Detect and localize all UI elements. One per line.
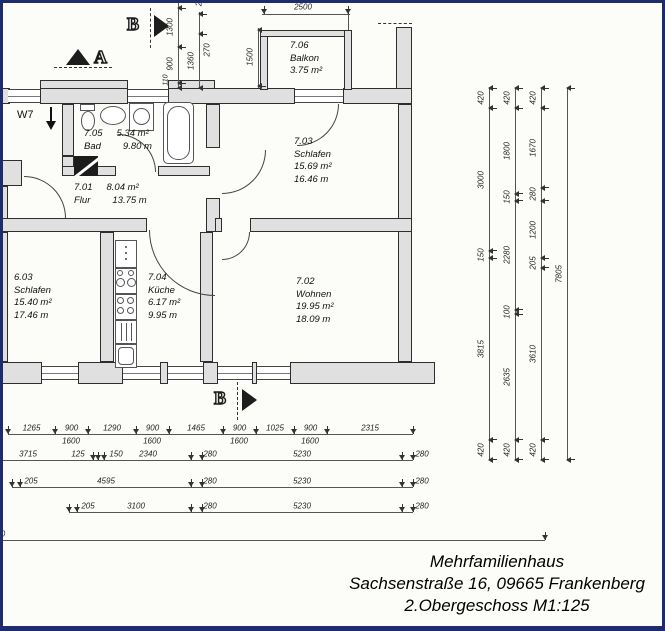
dim-dlb rot: 1800 bbox=[502, 142, 512, 160]
room-label-schlafen-703: 7.03 Schlafen 15.69 m² 16.46 m bbox=[294, 136, 332, 185]
sink-icon bbox=[100, 106, 126, 125]
section-b-bottom-line bbox=[237, 382, 238, 420]
dim-arr-d bbox=[345, 9, 351, 14]
dim-arr-d bbox=[220, 429, 226, 434]
dim-arr-l bbox=[488, 85, 493, 91]
dim-dlb rot: 100 bbox=[502, 305, 512, 319]
room-label-schlafen-603: 6.03 Schlafen 15.40 m² 17.46 m bbox=[14, 272, 52, 321]
dim-line bbox=[199, 12, 200, 88]
dim-dlb: 900 bbox=[145, 423, 160, 433]
dim-dlb: 1600 bbox=[301, 436, 319, 446]
dim-arr-d bbox=[17, 482, 23, 487]
dim-arr-d bbox=[9, 482, 15, 487]
dim-arr-l bbox=[177, 5, 182, 11]
wall-top-2 bbox=[40, 88, 128, 104]
dim-dlb rot: 1300 bbox=[165, 18, 175, 36]
section-b-top-label: B bbox=[127, 14, 140, 34]
dim-arr-d bbox=[188, 482, 194, 487]
dim-arr-d bbox=[0, 455, 3, 460]
dim-dl bbox=[12, 487, 413, 488]
dim-arr-d bbox=[188, 455, 194, 460]
dim-dlb: 0 bbox=[0, 529, 6, 539]
cabinet-line bbox=[126, 323, 127, 341]
dim-arr-d bbox=[399, 482, 405, 487]
stair-arrow-icon bbox=[46, 121, 56, 130]
wall-bad-flur-right bbox=[158, 166, 210, 176]
balcony-wall-top bbox=[260, 30, 352, 37]
window-bottom-1 bbox=[42, 366, 78, 380]
toilet-tank-icon bbox=[80, 104, 95, 111]
wall-flur-703-upper bbox=[206, 104, 220, 148]
dim-dlb: 280 bbox=[203, 476, 217, 486]
dim-dlb rot: 205 bbox=[528, 256, 538, 270]
dim-dl bbox=[489, 88, 490, 460]
dim-arr-d bbox=[85, 429, 91, 434]
dim-dlb: 205 bbox=[81, 501, 95, 511]
section-b-bottom-label: B bbox=[214, 388, 227, 408]
wall-right bbox=[398, 104, 412, 362]
dim-dlb rot: 280 bbox=[528, 187, 538, 201]
sink-tap-icon bbox=[117, 270, 123, 276]
title-line-1: Mehrfamilienhaus bbox=[429, 552, 565, 571]
dim-dlb rot: 3815 bbox=[476, 340, 486, 358]
dim-arr-l bbox=[488, 457, 493, 463]
dim-dlb: 205 bbox=[24, 476, 38, 486]
dim-dlb: 2500 bbox=[294, 2, 312, 12]
wall-divider-right bbox=[250, 218, 412, 232]
dim-dlb: 1600 bbox=[62, 436, 80, 446]
dim-arr-l bbox=[566, 457, 571, 463]
dim-dlb: 900 bbox=[303, 423, 318, 433]
dim-arr-d bbox=[52, 429, 58, 434]
dim-arr-d bbox=[410, 429, 416, 434]
dim-dlb: 280 bbox=[415, 476, 429, 486]
dim-dlb: 280 bbox=[415, 449, 429, 459]
window-top-1 bbox=[8, 89, 40, 103]
wall-bottom-pier-6 bbox=[290, 362, 435, 384]
dim-arr-l bbox=[488, 255, 493, 261]
dim-arr-l bbox=[198, 11, 203, 17]
dim-dlb: 1025 bbox=[266, 423, 284, 433]
dim-extension-line bbox=[348, 14, 349, 30]
dim-arr-l bbox=[540, 198, 545, 204]
dim-dlb rot: 420 bbox=[476, 91, 486, 105]
dim-arr-l bbox=[540, 457, 545, 463]
dim-dlb rot: 420 bbox=[502, 443, 512, 457]
dim-arr-l bbox=[198, 31, 203, 37]
dim-dlb: 900 bbox=[232, 423, 247, 433]
dim-dlb rot: 2635 bbox=[502, 368, 512, 387]
dim-dlb rot: 420 bbox=[476, 443, 486, 457]
dim-arr-l bbox=[177, 85, 182, 91]
dim-arr-d bbox=[188, 507, 194, 512]
dim-dlb rot: 3000 bbox=[476, 170, 486, 189]
dim-dlb: 1600 bbox=[143, 436, 161, 446]
dim-dl bbox=[8, 434, 413, 435]
wall-w7-bad bbox=[62, 104, 74, 156]
dim-dlb rot: 270 bbox=[202, 43, 212, 57]
section-a-arrow-icon bbox=[66, 49, 90, 65]
dim-arr-d bbox=[253, 429, 259, 434]
dim-dlb: 1465 bbox=[187, 423, 205, 433]
dim-arr-d bbox=[542, 535, 548, 540]
balcony-wall-left bbox=[260, 30, 268, 90]
dim-arr-l bbox=[177, 44, 182, 50]
dim-dlb: 900 bbox=[64, 423, 79, 433]
dim-dl bbox=[515, 88, 516, 460]
dim-dlb: 1600 bbox=[230, 436, 248, 446]
wall-left-stub bbox=[0, 160, 22, 186]
dim-line bbox=[262, 14, 350, 15]
dim-dlb: 3100 bbox=[127, 501, 145, 511]
bathtub-inner-icon bbox=[167, 106, 190, 160]
section-b-top-line bbox=[150, 8, 151, 48]
room-label-balkon: 7.06 Balkon 3.75 m² bbox=[290, 40, 323, 76]
dim-arr-l bbox=[540, 265, 545, 271]
dim-arr-l bbox=[514, 85, 519, 91]
dim-dlb rot: 1200 bbox=[528, 220, 538, 239]
stairwell-label: W7 bbox=[17, 109, 34, 121]
dim-dlb: 125 bbox=[71, 449, 85, 459]
dim-dlb: 2340 bbox=[139, 449, 157, 459]
sink-tap-icon bbox=[128, 270, 134, 276]
dim-dlb: 1265 bbox=[22, 423, 41, 433]
dim-arr-l bbox=[198, 85, 203, 91]
dim-arr-d bbox=[399, 507, 405, 512]
wall-divider-stub bbox=[215, 218, 222, 232]
dim-dlb: 4595 bbox=[97, 476, 115, 486]
wall-bottom-pier-4 bbox=[203, 362, 218, 384]
dim-arr-l bbox=[257, 83, 262, 89]
door-arc-wohnen bbox=[222, 232, 250, 260]
kitchen-dot bbox=[125, 252, 127, 254]
dim-dlb rot: 7805 bbox=[554, 265, 564, 283]
stair-arrow-stem bbox=[50, 107, 52, 122]
dim-dlb: 280 bbox=[203, 501, 217, 511]
cut-line-top-right bbox=[378, 23, 412, 24]
dim-dlb: 5230 bbox=[293, 501, 311, 511]
door-arc-w7-entry bbox=[24, 176, 66, 218]
dim-arr-l bbox=[540, 185, 545, 191]
section-b-bottom-arrow-icon bbox=[242, 389, 257, 411]
dim-arr-l bbox=[540, 85, 545, 91]
window-bottom-2 bbox=[123, 366, 160, 380]
dim-line bbox=[258, 28, 259, 88]
window-top-2 bbox=[128, 89, 168, 103]
burner-icon bbox=[127, 297, 134, 304]
dim-arr-d bbox=[74, 507, 80, 512]
room-label-kueche: 7.04 Küche 6.17 m² 9.95 m bbox=[148, 272, 181, 321]
dim-dlb rot: 150 bbox=[476, 247, 486, 262]
dim-arr-d bbox=[5, 429, 11, 434]
dim-arr-l bbox=[514, 191, 519, 197]
kitchen-dot bbox=[125, 246, 127, 248]
dim-dlb rot: 2 bbox=[194, 1, 204, 7]
dim-arr-l bbox=[488, 105, 493, 111]
dim-dlb rot: 1360 bbox=[186, 52, 196, 70]
dim-dlb rot: 420 bbox=[502, 91, 512, 105]
burner-icon bbox=[117, 297, 124, 304]
dim-arr-d bbox=[324, 429, 330, 434]
dim-arr-l bbox=[514, 311, 519, 317]
dim-arr-d bbox=[399, 455, 405, 460]
dim-dlb rot: 420 bbox=[528, 443, 538, 457]
dim-arr-l bbox=[514, 105, 519, 111]
wall-divider-left bbox=[0, 218, 147, 232]
kitchen-dot bbox=[125, 258, 127, 260]
dim-arr-l bbox=[257, 27, 262, 33]
dim-dlb rot: 150 bbox=[502, 190, 512, 205]
dim-arr-l bbox=[514, 437, 519, 443]
dim-dlb: 5230 bbox=[293, 476, 311, 486]
dim-arr-l bbox=[488, 437, 493, 443]
dim-arr-d bbox=[66, 507, 72, 512]
dim-dlb: 3715 bbox=[19, 449, 37, 459]
room-label-wohnen: 7.02 Wohnen 19.95 m² 18.09 m bbox=[296, 276, 334, 325]
dim-arr-l bbox=[540, 255, 545, 261]
sink-basin-icon bbox=[116, 278, 125, 287]
balcony-wall-right bbox=[344, 30, 352, 90]
dim-arr-d bbox=[261, 9, 267, 14]
dim-arr-l bbox=[566, 85, 571, 91]
dim-dlb: 1290 bbox=[103, 423, 121, 433]
dim-dl bbox=[69, 512, 413, 513]
dim-dlb rot: 420 bbox=[528, 91, 538, 105]
wall-top-4 bbox=[343, 88, 412, 104]
wall-bottom-pier-1 bbox=[0, 362, 42, 384]
dim-dlb rot: 3610 bbox=[528, 345, 538, 363]
balcony-door-threshold bbox=[295, 89, 343, 103]
room-label-bad: 7.05 5.34 m² Bad 9.80 m bbox=[84, 128, 152, 152]
burner-icon bbox=[117, 307, 124, 314]
dim-dlb rot: 900 bbox=[165, 57, 175, 71]
dim-dlb rot: 1500 bbox=[245, 48, 255, 66]
section-a-label: A bbox=[94, 47, 107, 67]
dim-dlb: 2315 bbox=[361, 423, 379, 433]
door-arc-schlafen-703 bbox=[222, 150, 266, 194]
dim-arr-d bbox=[101, 455, 107, 460]
dim-dl bbox=[541, 88, 542, 460]
title-block bbox=[330, 551, 664, 617]
sink-basin-icon bbox=[127, 278, 136, 287]
kitchen-cabinet-1-icon bbox=[115, 240, 137, 268]
dim-dlb rot: 110 bbox=[162, 74, 170, 86]
dim-arr-l bbox=[488, 248, 493, 254]
dim-arr-d bbox=[291, 429, 297, 434]
dim-dl bbox=[567, 88, 568, 460]
shaft-symbol bbox=[74, 156, 98, 176]
wall-left-603 bbox=[0, 232, 8, 362]
room-label-flur: 7.01 8.04 m² Flur 13.75 m bbox=[74, 182, 147, 206]
dim-arr-l bbox=[514, 198, 519, 204]
window-bottom-5 bbox=[257, 366, 290, 380]
dim-dlb: 280 bbox=[203, 449, 217, 459]
dim-arr-l bbox=[540, 105, 545, 111]
wall-603-kueche bbox=[100, 232, 114, 362]
dim-arr-d bbox=[166, 429, 172, 434]
dim-dlb: 5230 bbox=[293, 449, 311, 459]
title-line-3: 2.Obergeschoss M1:125 bbox=[404, 596, 590, 615]
window-bottom-4 bbox=[218, 366, 252, 380]
burner-icon bbox=[127, 307, 134, 314]
washing-machine-drum-icon bbox=[133, 108, 150, 125]
dim-arr-l bbox=[514, 457, 519, 463]
dim-dlb: 280 bbox=[415, 501, 429, 511]
dim-arr-l bbox=[540, 437, 545, 443]
cabinet-line bbox=[131, 323, 132, 341]
dim-dl bbox=[0, 540, 545, 541]
title-line-2: Sachsenstraße 16, 09665 Frankenberg bbox=[349, 574, 645, 593]
window-bottom-3 bbox=[168, 366, 203, 380]
wall-right-extension bbox=[396, 27, 412, 89]
dim-dlb: 150 bbox=[109, 449, 123, 459]
dim-dlb rot: 1670 bbox=[528, 138, 538, 157]
wall-bottom-pier-3 bbox=[160, 362, 168, 384]
dim-dlb rot: 2280 bbox=[502, 246, 512, 265]
dim-arr-d bbox=[133, 429, 139, 434]
fridge-inner-icon bbox=[118, 347, 134, 365]
dim-dl bbox=[0, 460, 413, 461]
cabinet-line bbox=[121, 323, 122, 341]
